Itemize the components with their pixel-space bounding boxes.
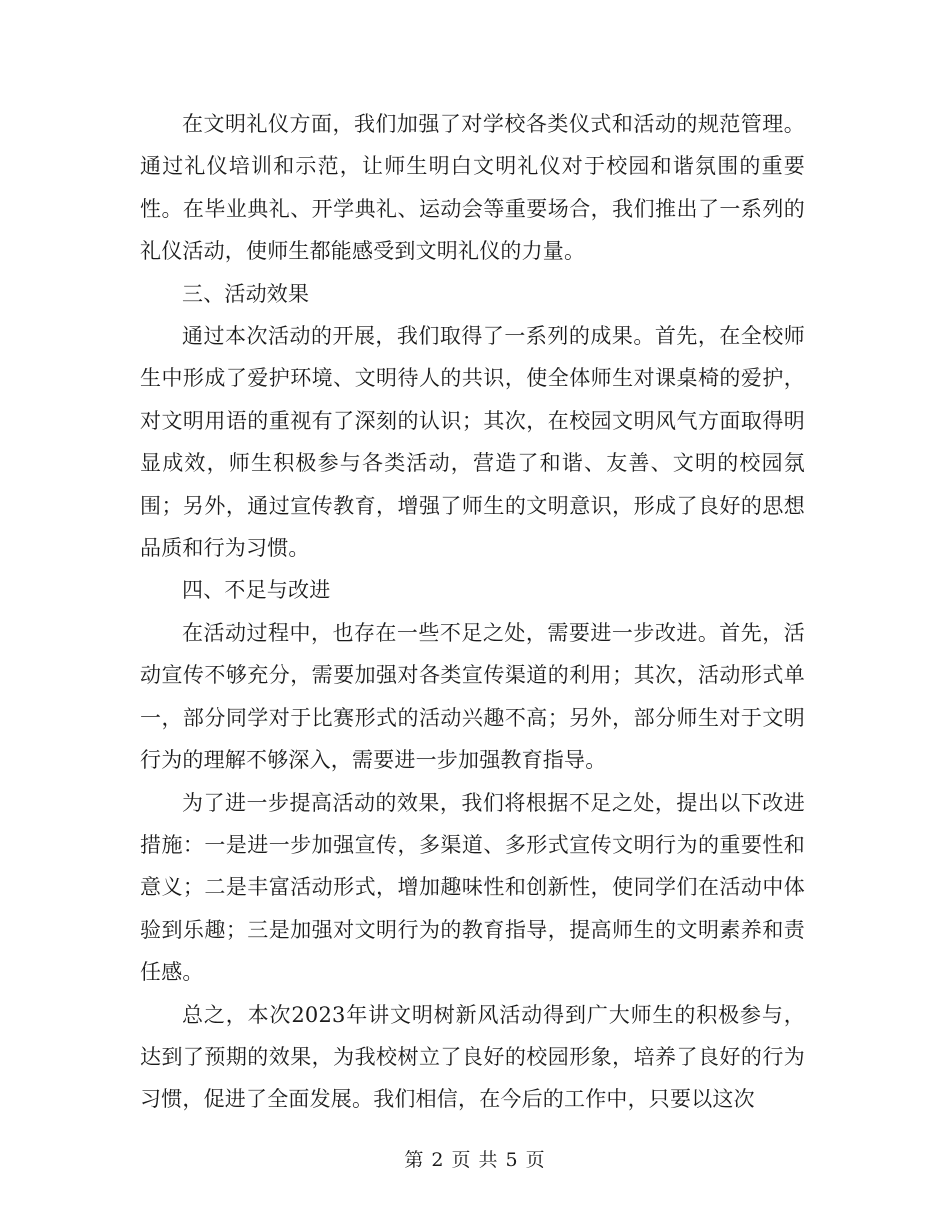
paragraph-improvements: 为了进一步提高活动的效果，我们将根据不足之处，提出以下改进措施：一是进一步加强宣传，多渠道、多形式宣传文明行为的重要性和意义；二是丰富活动形式，增加趣味性和创新性，使同学们在活动中体验到乐趣；三是加强对文明行为的教育指导，提高师生的文明素养和责任感。 bbox=[140, 790, 805, 985]
section-heading-results: 三、活动效果 bbox=[182, 281, 310, 306]
paragraph-etiquette: 在文明礼仪方面，我们加强了对学校各类仪式和活动的规范管理。通过礼仪培训和示范，让师生明白文明礼仪对于校园和谐氛围的重要性。在毕业典礼、开学典礼、运动会等重要场合，我们推出了一系列的礼仪活动，使师生都能感受到文明礼仪的力量。 bbox=[140, 112, 805, 264]
document-body bbox=[140, 103, 805, 1121]
paragraph-conclusion: 总之，本次2023年讲文明树新风活动得到广大师生的积极参与，达到了预期的效果，为我校树立了良好的校园形象，培养了良好的行为习惯，促进了全面发展。我们相信，在今后的工作中，只要以这次 bbox=[140, 1002, 805, 1112]
paragraph-results: 通过本次活动的开展，我们取得了一系列的成果。首先，在全校师生中形成了爱护环境、文明待人的共识，使全体师生对课桌椅的爱护，对文明用语的重视有了深刻的认识；其次，在校园文明风气方面取得明显成效，师生积极参与各类活动，营造了和谐、友善、文明的校园氛围；另外，通过宣传教育，增强了师生的文明意识，形成了良好的思想品质和行为习惯。 bbox=[140, 324, 805, 561]
paragraph-shortcomings: 在活动过程中，也存在一些不足之处，需要进一步改进。首先，活动宣传不够充分，需要加强对各类宣传渠道的利用；其次，活动形式单一，部分同学对于比赛形式的活动兴趣不高；另外，部分师生对于文明行为的理解不够深入，需要进一步加强教育指导。 bbox=[140, 620, 805, 773]
page-number-footer: 第 2 页 共 5 页 bbox=[404, 1149, 546, 1171]
section-heading-shortcomings: 四、不足与改进 bbox=[182, 578, 331, 603]
